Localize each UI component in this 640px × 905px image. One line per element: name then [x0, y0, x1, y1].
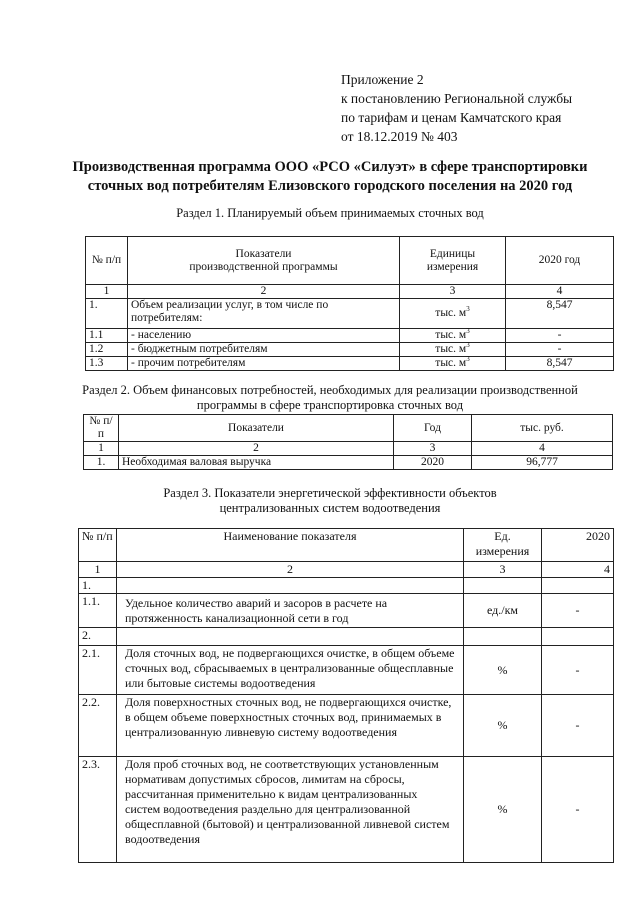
unit-sup: 3 [466, 355, 470, 364]
row-name: Доля сточных вод, не подвергающихся очистке, в общем объеме сточных вод, сбрасываемых в централизованные общесплавные или бытовые системы водоотведения [117, 646, 464, 695]
unit-sup: 3 [466, 341, 470, 350]
table-row [86, 299, 614, 329]
column-number: 1 [79, 562, 117, 578]
unit-text: тыс. м [435, 307, 467, 319]
column-number: 1 [84, 442, 119, 456]
row-name [117, 628, 464, 646]
section2-table [83, 414, 613, 470]
column-number: 4 [542, 562, 614, 578]
column-number: 2 [119, 442, 394, 456]
row-unit: ед./км [464, 594, 542, 628]
row-num: 2.3. [79, 757, 117, 863]
section3-heading [40, 486, 620, 516]
header-year: Год [394, 415, 472, 442]
section2-heading-line: программы в сфере транспортировка сточных вод [196, 398, 464, 412]
row-name: Доля проб сточных вод, не соответствующих установленным нормативам допустимых сбросов, лимитам на сбросы, рассчитанная применительно к видам централизованных систем водоотведения раздельно для централизованной общесплавной (бытовой) и централизованной ливневой систем водоотведения [117, 757, 464, 863]
header-indicator [128, 237, 400, 285]
row-num: 1.1. [79, 594, 117, 628]
header-unit: Ед. измерения [464, 529, 542, 562]
row-unit [400, 343, 506, 357]
table-row [79, 757, 614, 863]
column-number: 2 [128, 285, 400, 299]
title-line: сточных вод потребителям Елизовского городского поселения на 2020 год [87, 178, 573, 194]
header-num: № п/п [84, 415, 119, 442]
header-num: № п/п [79, 529, 117, 562]
row-name: Доля поверхностных сточных вод, не подвергающихся очистке, в общем объеме поверхностных сточных вод, принимаемых в централизованную ливневую систему водоотведения [117, 695, 464, 757]
table-row [79, 594, 614, 628]
row-value: - [506, 343, 614, 357]
column-number-row [79, 562, 614, 578]
header-num: № п/п [86, 237, 128, 285]
header-indicator-line: производственной программы [189, 260, 338, 273]
column-number: 1 [86, 285, 128, 299]
unit-text: тыс. м [435, 357, 467, 369]
row-unit [464, 578, 542, 594]
table-row [79, 646, 614, 695]
table-row [86, 343, 614, 357]
header-unit: тыс. руб. [472, 415, 613, 442]
annex-line: Приложение 2 [341, 72, 424, 87]
row-value: 8,547 [506, 299, 614, 329]
title-line: Производственная программа ООО «РСО «Силуэт» в сфере транспортировки [72, 159, 588, 175]
section3-table [78, 528, 614, 863]
row-num: 1. [86, 299, 128, 329]
section1-table [85, 236, 614, 371]
annex-block [341, 70, 572, 146]
column-number: 2 [117, 562, 464, 578]
annex-line: по тарифам и ценам Камчатского края [341, 110, 562, 125]
table-header-row [86, 237, 614, 285]
row-value [542, 578, 614, 594]
row-num: 2.1. [79, 646, 117, 695]
row-value: - [542, 757, 614, 863]
row-name [117, 578, 464, 594]
row-name: Удельное количество аварий и засоров в расчете на протяженность канализационной сети в год [117, 594, 464, 628]
row-num: 1. [84, 456, 119, 470]
table-header-row [79, 529, 614, 562]
table-row [86, 357, 614, 371]
unit-sup: 3 [466, 305, 470, 314]
row-num: 1.2 [86, 343, 128, 357]
annex-line: от 18.12.2019 № 403 [341, 129, 458, 144]
row-unit: % [464, 646, 542, 695]
row-name: - прочим потребителям [128, 357, 400, 371]
row-num: 1.1 [86, 329, 128, 343]
row-value: 96,777 [472, 456, 613, 470]
row-unit [400, 357, 506, 371]
table-row [79, 578, 614, 594]
column-number: 3 [400, 285, 506, 299]
table-row [86, 329, 614, 343]
row-unit [400, 329, 506, 343]
row-value: - [506, 329, 614, 343]
row-num: 1.3 [86, 357, 128, 371]
column-number: 4 [472, 442, 613, 456]
row-value: - [542, 646, 614, 695]
annex-line: к постановлению Региональной службы [341, 91, 573, 106]
unit-sup: 3 [466, 327, 470, 336]
section3-heading-line: централизованных систем водоотведения [219, 501, 441, 515]
section1-heading: Раздел 1. Планируемый объем принимаемых сточных вод [176, 206, 484, 220]
row-name: - бюджетным потребителям [128, 343, 400, 357]
header-year: 2020 [542, 529, 614, 562]
row-unit [464, 628, 542, 646]
table-row [79, 695, 614, 757]
table-row [84, 456, 613, 470]
section2-heading-line: Раздел 2. Объем финансовых потребностей, необходимых для реализации производственной [82, 383, 578, 397]
column-number: 4 [506, 285, 614, 299]
row-name: Объем реализации услуг, в том числе по потребителям: [128, 299, 400, 329]
section2-heading [40, 383, 620, 413]
header-indicator-line: Показатели [235, 247, 292, 260]
row-value: - [542, 594, 614, 628]
column-number: 3 [464, 562, 542, 578]
section3-heading-line: Раздел 3. Показатели энергетической эффективности объектов [163, 486, 497, 500]
row-name: Необходимая валовая выручка [119, 456, 394, 470]
header-unit-line: измерения [426, 260, 479, 273]
header-unit [400, 237, 506, 285]
row-name: - населению [128, 329, 400, 343]
row-value [542, 628, 614, 646]
column-number: 3 [394, 442, 472, 456]
row-unit [400, 299, 506, 329]
document-title [40, 158, 620, 196]
row-num: 2. [79, 628, 117, 646]
header-unit-line: Единицы [429, 247, 476, 260]
table-row [79, 628, 614, 646]
table-header-row [84, 415, 613, 442]
unit-text: тыс. м [435, 343, 467, 355]
header-name: Наименование показателя [117, 529, 464, 562]
unit-text: тыс. м [435, 329, 467, 341]
row-num: 2.2. [79, 695, 117, 757]
column-number-row [84, 442, 613, 456]
column-number-row [86, 285, 614, 299]
row-unit: % [464, 695, 542, 757]
row-value: 8,547 [506, 357, 614, 371]
header-year: 2020 год [506, 237, 614, 285]
row-year: 2020 [394, 456, 472, 470]
row-value: - [542, 695, 614, 757]
row-unit: % [464, 757, 542, 863]
header-indicator: Показатели [119, 415, 394, 442]
row-num: 1. [79, 578, 117, 594]
